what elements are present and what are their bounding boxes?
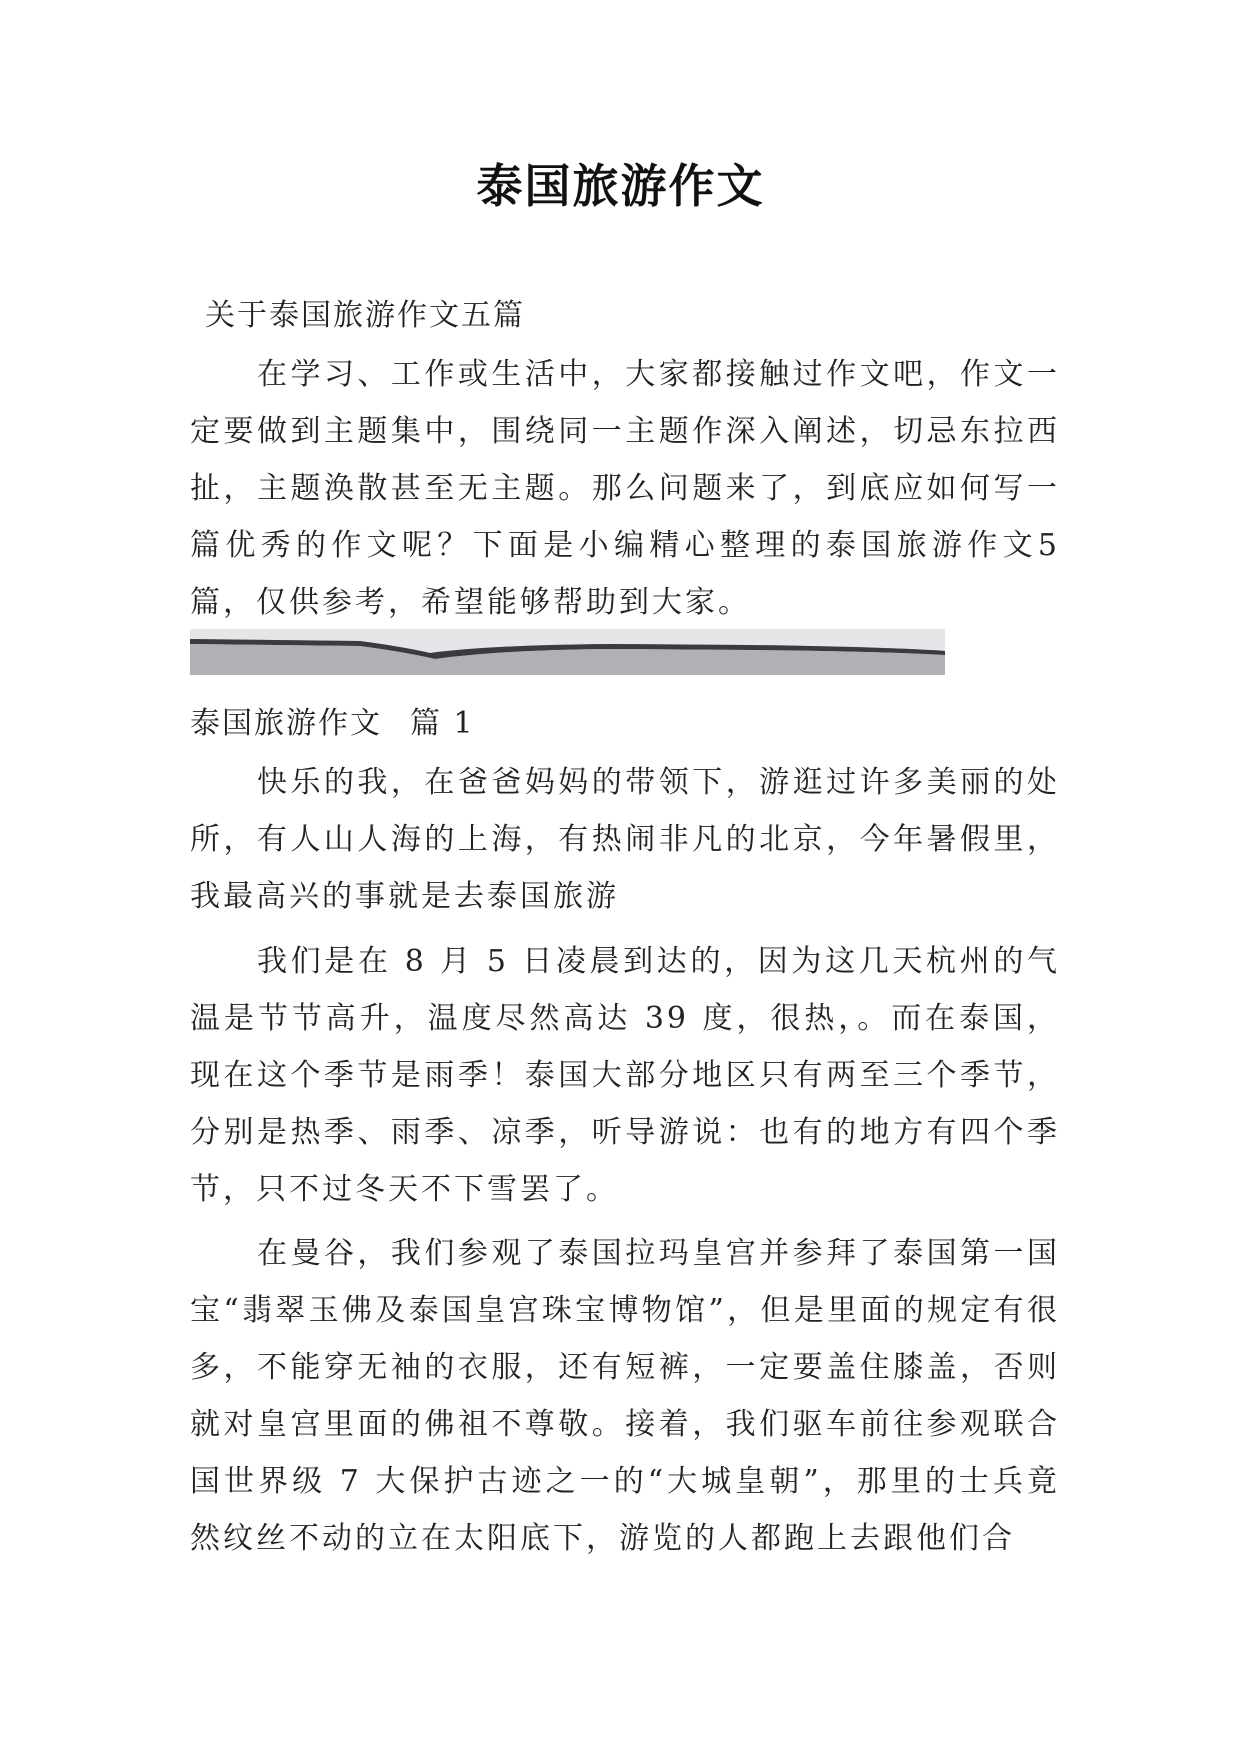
banner-image: [190, 629, 945, 675]
document-subtitle: 关于泰国旅游作文五篇: [205, 298, 525, 333]
section-heading: [190, 698, 475, 742]
body-paragraph: 在曼谷，我们参观了泰国拉玛皇宫并参拜了泰国第一国宝“翡翠玉佛及泰国皇宫珠宝博物馆”，但是里面的规定有很多，不能穿无袖的衣服，还有短裤，一定要盖住膝盖，否则就对皇宫里面的佛祖不尊敬。接着，我们驱车前往参观联合国世界级 7 大保护古迹之一的“大城皇朝”，那里的士兵竟然纹丝不动的立在太阳底下，游览的人都跑上去跟他们合: [190, 1236, 1060, 1556]
body-paragraph: 我们是在 8 月 5 日凌晨到达的，因为这几天杭州的气温是节节高升，温度尽然高达 39 度，很热，。而在泰国，现在这个季节是雨季！泰国大部分地区只有两至三个季节，分别是热季、雨季、凉季，听导游说：也有的地方有四个季节，只不过冬天不下雪罢了。: [190, 944, 1060, 1207]
section-number: 篇 1: [410, 706, 475, 741]
section-name: 泰国旅游作文: [190, 706, 382, 741]
intro-paragraph: 在学习、工作或生活中，大家都接触过作文吧，作文一定要做到主题集中，围绕同一主题作深入阐述，切忌东拉西扯，主题涣散甚至无主题。那么问题来了，到底应如何写一篇优秀的作文呢？下面是小编精心整理的泰国旅游作文5篇，仅供参考，希望能够帮助到大家。: [190, 357, 1060, 620]
document-title: 泰国旅游作文: [476, 159, 765, 213]
body-paragraph: 快乐的我，在爸爸妈妈的带领下，游逛过许多美丽的处所，有人山人海的上海，有热闹非凡的北京，今年暑假里，我最高兴的事就是去泰国旅游: [190, 765, 1060, 914]
